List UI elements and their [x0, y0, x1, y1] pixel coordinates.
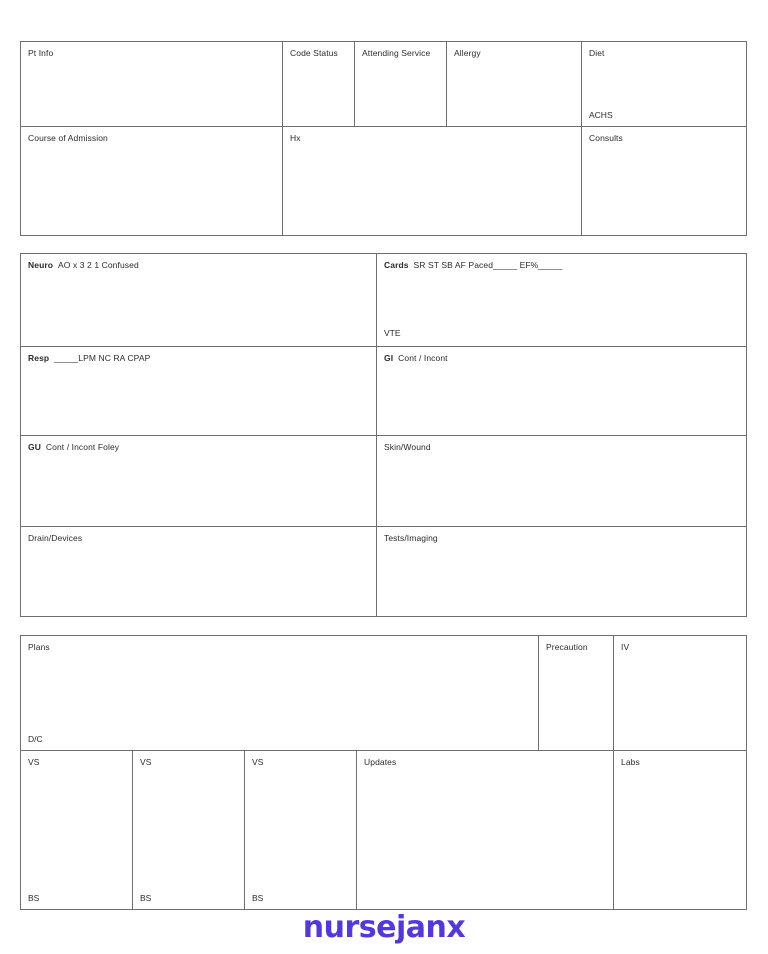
cell-gu[interactable]	[21, 436, 377, 527]
table-row	[21, 254, 747, 347]
vs-label-1: VS	[28, 757, 40, 767]
bs-label-1: BS	[28, 892, 40, 903]
hx-label: Hx	[290, 133, 301, 143]
cell-diet[interactable]	[582, 42, 747, 127]
course-of-admission-label: Course of Admission	[28, 133, 108, 143]
cell-hx[interactable]	[283, 127, 582, 236]
vs-label-2: VS	[140, 757, 152, 767]
cell-attending-service[interactable]	[355, 42, 447, 127]
pt-info-label: Pt Info	[28, 48, 54, 58]
cell-course-of-admission[interactable]	[21, 127, 283, 236]
attending-service-label: Attending Service	[362, 48, 431, 58]
brand-logo	[0, 910, 768, 945]
gu-label: GU Cont / Incont Foley	[28, 442, 120, 452]
plans-label: Plans	[28, 642, 50, 652]
bs-label-2: BS	[140, 892, 152, 903]
table-row	[21, 527, 747, 617]
table-row	[21, 347, 747, 436]
cell-vs-2[interactable]	[133, 751, 245, 910]
cell-labs[interactable]	[614, 751, 747, 910]
cell-vs-1[interactable]	[21, 751, 133, 910]
cell-allergy[interactable]	[447, 42, 582, 127]
table-row	[21, 751, 747, 910]
cell-resp[interactable]	[21, 347, 377, 436]
cell-precaution[interactable]	[539, 636, 614, 751]
cell-consults[interactable]	[582, 127, 747, 236]
report-sheet-page	[20, 41, 746, 910]
vte-label: VTE	[384, 327, 401, 338]
dc-label: D/C	[28, 733, 43, 744]
resp-options: _____LPM NC RA CPAP	[54, 353, 151, 363]
cell-plans[interactable]	[21, 636, 539, 751]
table-row	[21, 436, 747, 527]
precaution-label: Precaution	[546, 642, 588, 652]
diet-achs-label: ACHS	[589, 109, 613, 120]
allergy-label: Allergy	[454, 48, 481, 58]
vs-label-3: VS	[252, 757, 264, 767]
systems-assessment-table	[20, 253, 747, 617]
cell-pt-info[interactable]	[21, 42, 283, 127]
diet-label: Diet	[589, 48, 605, 58]
cell-vs-3[interactable]	[245, 751, 357, 910]
cell-iv[interactable]	[614, 636, 747, 751]
cell-gi[interactable]	[377, 347, 747, 436]
cell-updates[interactable]	[357, 751, 614, 910]
labs-label: Labs	[621, 757, 640, 767]
resp-label: Resp _____LPM NC RA CPAP	[28, 353, 151, 363]
tests-imaging-label: Tests/Imaging	[384, 533, 438, 543]
table-row	[21, 127, 747, 236]
cards-label: Cards SR ST SB AF Paced_____ EF%_____	[384, 260, 563, 270]
cell-code-status[interactable]	[283, 42, 355, 127]
nursejanx-wordmark: nursejanx	[302, 910, 466, 945]
skin-wound-label: Skin/Wound	[384, 442, 431, 452]
cell-cards[interactable]	[377, 254, 747, 347]
updates-label: Updates	[364, 757, 397, 767]
neuro-label: Neuro AO x 3 2 1 Confused	[28, 260, 139, 270]
gi-label: GI Cont / Incont	[384, 353, 448, 363]
table-row	[21, 42, 747, 127]
cards-options: SR ST SB AF Paced_____ EF%_____	[413, 260, 563, 270]
iv-label: IV	[621, 642, 630, 652]
cell-drain-devices[interactable]	[21, 527, 377, 617]
cell-tests-imaging[interactable]	[377, 527, 747, 617]
plans-vitals-table	[20, 635, 747, 910]
consults-label: Consults	[589, 133, 623, 143]
drain-devices-label: Drain/Devices	[28, 533, 83, 543]
code-status-label: Code Status	[290, 48, 338, 58]
cell-neuro[interactable]	[21, 254, 377, 347]
patient-header-table	[20, 41, 747, 236]
cell-skin-wound[interactable]	[377, 436, 747, 527]
gi-options: Cont / Incont	[398, 353, 448, 363]
gu-options: Cont / Incont Foley	[45, 442, 120, 452]
bs-label-3: BS	[252, 892, 264, 903]
table-row	[21, 636, 747, 751]
spacer	[20, 617, 746, 635]
spacer	[20, 236, 746, 253]
neuro-options: AO x 3 2 1 Confused	[58, 260, 139, 270]
